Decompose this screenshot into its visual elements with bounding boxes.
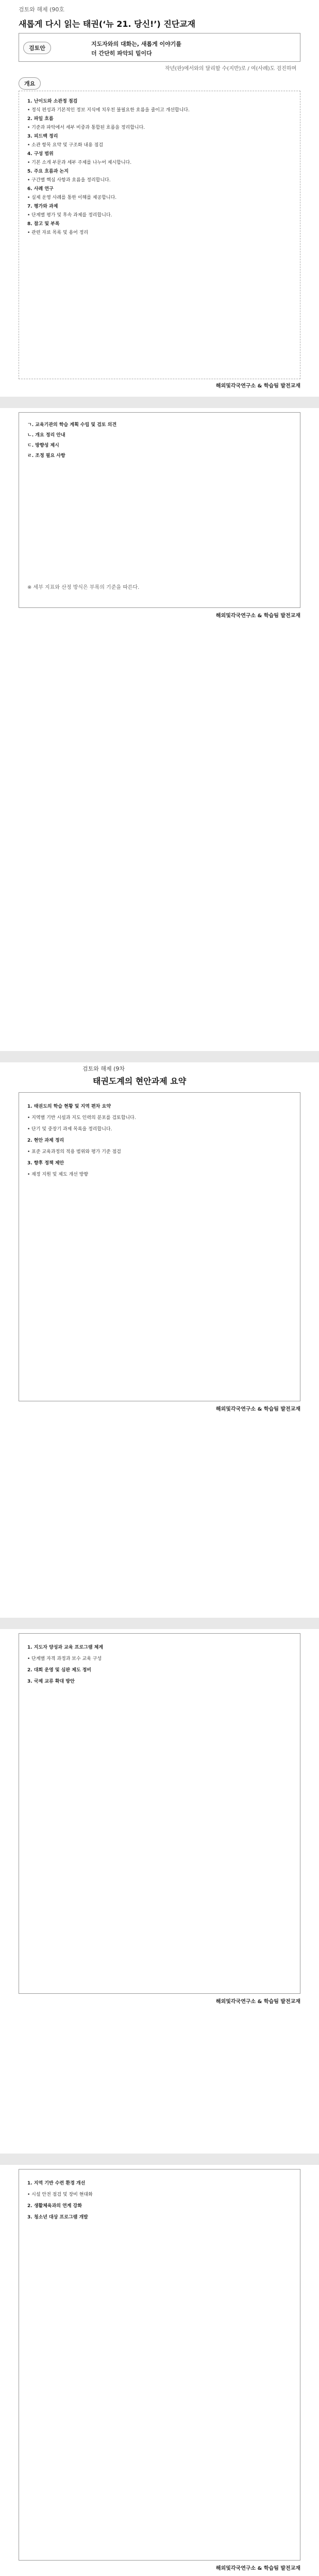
part2-container [27,1101,293,1180]
list-line: 1. 난이도와 소관정 점검 [27,99,78,104]
list-line: • 관련 자료 목록 및 용어 정리 [27,230,89,235]
list-line: • 기준과 파악에서 세부 비중과 통합된 흐름을 정리합니다. [27,125,145,130]
sub-paragraph: ※ 세부 지표와 산정 방식은 부록의 기준을 따른다. [27,585,140,590]
intro-box [19,33,300,62]
list-line: • 소관 항목 요약 및 구조화 내용 점검 [27,143,104,148]
header-caption: 검토와 해제 (90호 [19,6,65,13]
part3-line: 1. 지도자 양성과 교육 프로그램 체계 [27,1645,104,1650]
part4-line: • 시설 안전 점검 및 장비 현대화 [27,2192,93,2197]
intro-pill: 검토안 [23,42,51,54]
part2-title: 태권도계의 현안과제 요약 [93,1076,187,1086]
part3-line: 3. 국제 교류 확대 방안 [27,1679,75,1684]
list-line: • 기본 소개 부문과 세부 주제를 나누어 제시합니다. [27,160,132,165]
page-separator-3 [0,1618,319,1629]
part2-line: 1. 태권도의 학습 현황 및 지역 편차 요약 [27,1104,111,1109]
part3-container [27,1642,293,1687]
part2-line: • 지역별 기반 시설과 지도 인력의 분포를 검토합니다. [27,1115,136,1121]
question-line: ㄹ. 조정 필요 사항 [27,453,65,459]
intro-line-1: 지도자와의 대화는, 새롭게 이야기를 [91,41,182,47]
list-box [19,91,300,379]
list-line: 2. 파일 흐름 [27,116,54,122]
part2-line: 3. 향후 정책 제안 [27,1161,64,1166]
question-line: ㄷ. 방향성 제시 [27,443,59,448]
list-line: 7. 평가와 과제 [27,204,58,209]
page-separator-2 [0,1051,319,1062]
part2-subtitle: 검토와 해제 (9차 [82,1065,125,1072]
part3-line: • 단계별 자격 과정과 보수 교육 구성 [27,1656,102,1662]
footer-tag-3: 해외및각국연구소 & 학습팀 발전교재 [215,1406,300,1412]
list-line: 8. 참고 및 부록 [27,222,60,227]
part3-line: 2. 대회 운영 및 심판 제도 정비 [27,1668,92,1673]
list-line: 4. 구성 범위 [27,151,54,157]
question-line: ㄱ. 교육기관의 학습 계획 수립 및 검토 의견 [27,422,117,428]
part2-line: • 표준 교육과정의 적용 범위와 평가 기준 점검 [27,1149,121,1155]
part2-line: • 재정 지원 및 제도 개선 방향 [27,1172,89,1177]
question-line: ㄴ. 개요 정리 안내 [27,433,65,438]
footer-tag-2: 해외및각국연구소 & 학습팀 발전교재 [215,613,300,619]
footer-tag-5: 해외및각국연구소 & 학습팀 발전교재 [215,2566,300,2571]
part2-box [19,1092,300,1401]
list-line: • 단계별 평가 및 후속 과제를 정리합니다. [27,213,112,218]
intro-footnote: 작년(판)에서와의 달리할 수(지반)로 / 여(사례)도 검진하며 [165,66,297,72]
questions-box [19,412,300,608]
page-separator-4 [0,2154,319,2165]
part4-line: 1. 지역 기반 수련 환경 개선 [27,2181,86,2186]
list-line: • 실제 운영 사례를 통한 이해를 제공합니다. [27,195,117,200]
list-line: 6. 사례 연구 [27,187,54,192]
section-tag: 개요 [19,77,41,90]
page-separator-1 [0,397,319,408]
part4-box [19,2169,300,2561]
list-line: • 정식 편성과 기본적인 정보 지식에 치우친 불필요한 흐름을 줄이고 개선합니다. [27,108,190,113]
footer-tag-1: 해외및각국연구소 & 학습팀 발전교재 [215,383,300,389]
list-line: 3. 피드백 정리 [27,134,58,139]
questions-container [27,420,293,461]
part4-container [27,2178,293,2223]
part4-line: 2. 생활체육과의 연계 강화 [27,2204,82,2209]
footer-tag-4: 해외및각국연구소 & 학습팀 발전교재 [215,1999,300,2005]
part4-line: 3. 청소년 대상 프로그램 개발 [27,2215,88,2220]
list-line: 5. 주요 흐름과 논지 [27,169,69,174]
part2-line: • 단기 및 중장기 과제 목록을 정리합니다. [27,1127,112,1132]
intro-line-2: 더 간단히 파악되 밑이다 [91,50,152,57]
part2-line: 2. 현안 과제 정리 [27,1138,64,1143]
list-line: • 구간별 핵심 사항과 흐름을 정리합니다. [27,178,111,183]
list-container [27,97,293,238]
doc-title: 새롭게 다시 읽는 태권(‘뉴 21. 당신!’) 진단교재 [19,19,196,29]
part3-box [19,1633,300,1994]
